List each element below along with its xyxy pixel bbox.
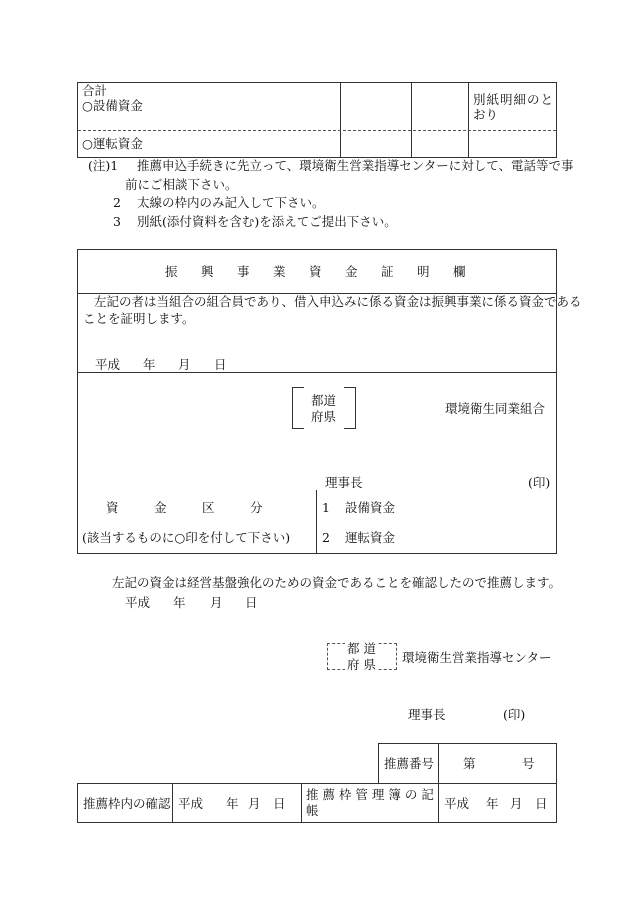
certificate-statement-cont: ことを証明します。	[83, 311, 195, 326]
ledger-date-day: 日	[535, 796, 548, 811]
prefecture-line2: 府県	[311, 409, 337, 424]
cert-seal: (印)	[528, 475, 551, 490]
option1-num: 1	[322, 500, 330, 515]
title-char: 明	[417, 264, 430, 279]
divider	[468, 82, 469, 158]
certificate-statement: 左記の者は当組合の組合員であり、借入申込みに係る資金は振興事業に係る資金である	[94, 294, 582, 309]
title-char: 事	[237, 264, 250, 279]
category-char: 金	[154, 500, 167, 515]
rec-number-prefix: 第	[463, 756, 476, 771]
rec-seal: (印)	[503, 707, 526, 722]
option2-label: 運転資金	[345, 530, 396, 545]
recommendation-statement: 左記の資金は経営基盤強化のための資金であることを確認したので推薦します。	[112, 575, 562, 590]
operating-fund-label: ○運転資金	[82, 136, 143, 151]
option1-label: 設備資金	[345, 500, 396, 515]
title-char: 欄	[453, 264, 466, 279]
title-char: 興	[201, 264, 214, 279]
confirm-date-era: 平成	[178, 796, 204, 811]
note-3-num: 3	[113, 214, 121, 229]
rec-date-year: 年	[173, 595, 186, 610]
rec-number-suffix: 号	[522, 756, 535, 771]
remarks-line1: 別紙明細のと	[473, 92, 555, 107]
ledger-date-month: 月	[510, 796, 523, 811]
cert-date-year: 年	[143, 357, 156, 372]
note-3: 別紙(添付資料を含む)を添えてご提出下さい。	[137, 214, 397, 229]
bracket-edge	[292, 387, 304, 388]
cert-date-month: 月	[178, 357, 191, 372]
bracket-edge	[344, 428, 356, 429]
note-prefix: (注)1	[88, 158, 119, 173]
confirm-date-day: 日	[273, 796, 286, 811]
divider	[77, 372, 557, 373]
rec-prefecture-line2: 府 県	[347, 657, 376, 672]
bracket-edge	[292, 428, 304, 429]
confirm-date-year: 年	[226, 796, 239, 811]
rec-date-day: 日	[245, 595, 258, 610]
confirm-date-month: 月	[248, 796, 261, 811]
certificate-title	[165, 264, 466, 279]
title-char: 振	[165, 264, 178, 279]
rec-number-label: 推薦番号	[384, 756, 435, 771]
category-char: 資	[106, 500, 119, 515]
cert-date-era: 平成	[95, 357, 121, 372]
title-char: 証	[381, 264, 394, 279]
divider	[316, 490, 317, 553]
note-1-cont: 前にご相談下さい。	[125, 177, 238, 192]
association-name: 環境衛生同業組合	[445, 401, 546, 416]
fund-category-note: (該当するものに○印を付して下さい)	[82, 530, 291, 545]
divider	[301, 783, 302, 823]
divider	[78, 130, 556, 131]
divider	[411, 82, 412, 158]
center-name: 環境衛生営業指導センター	[402, 650, 552, 665]
title-char: 金	[345, 264, 358, 279]
note-1: 推薦申込手続きに先立って、環境衛生営業指導センターに対して、電話等で事	[137, 158, 574, 173]
rec-prefecture-line1: 都 道	[347, 641, 376, 656]
rec-date-era: 平成	[125, 595, 151, 610]
divider	[172, 783, 173, 823]
title-char: 業	[273, 264, 286, 279]
note-2-num: 2	[113, 195, 121, 210]
ledger-label-cont: 帳	[306, 803, 319, 818]
cert-chairman: 理事長	[325, 475, 363, 490]
remarks-line2: おり	[473, 107, 499, 122]
total-label: 合計	[82, 83, 108, 98]
rec-date-month: 月	[210, 595, 223, 610]
rec-chairman: 理事長	[408, 707, 446, 722]
option2-num: 2	[322, 530, 330, 545]
prefecture-line1: 都道	[311, 393, 337, 408]
title-char: 資	[309, 264, 322, 279]
category-char: 分	[250, 500, 263, 515]
equipment-fund-label: ○設備資金	[82, 98, 143, 113]
cert-date-day: 日	[214, 357, 227, 372]
category-char: 区	[202, 500, 215, 515]
confirm-label: 推薦枠内の確認	[83, 796, 171, 811]
note-2: 太線の枠内のみ記入して下さい。	[137, 195, 325, 210]
ledger-date-year: 年	[486, 796, 499, 811]
bracket-edge	[344, 387, 356, 388]
divider	[340, 82, 341, 158]
ledger-date-era: 平成	[444, 796, 470, 811]
ledger-label: 推 薦 枠 管 理 簿 の 記	[306, 787, 434, 802]
fund-category-label	[106, 500, 263, 515]
